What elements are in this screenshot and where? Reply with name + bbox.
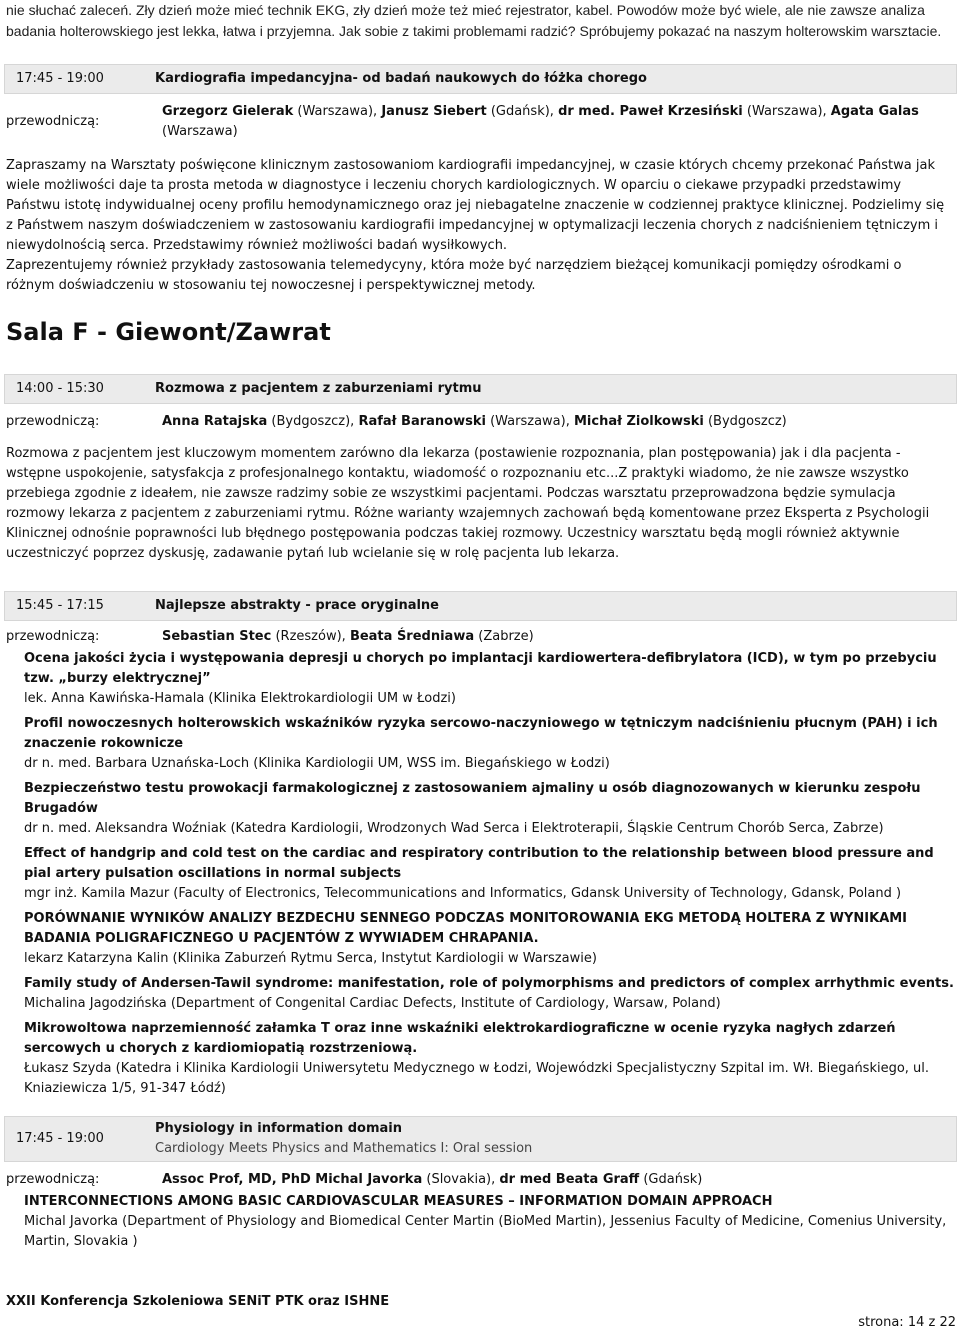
session-time: 15:45 - 17:15 xyxy=(16,598,104,613)
talk-author: lekarz Katarzyna Kalin (Klinika Zaburzeń Rytmu Serca, Instytut Kardiologii w Warszawie) xyxy=(24,951,597,966)
chair-name: Anna Ratajska xyxy=(162,414,268,429)
session-chairs xyxy=(162,627,952,647)
talk-title: Profil nowoczesnych holterowskich wskaźników ryzyka sercowo-naczyniowego w tętniczym nadciśnieniu płucnym (PAH) i ich znaczenie rokownicze xyxy=(24,716,938,751)
talk-author: Michalina Jagodzińska (Department of Congenital Cardiac Defects, Institute of Cardiology, Warsaw, Poland) xyxy=(24,996,721,1011)
talk-title: Family study of Andersen-Tawil syndrome: manifestation, role of polymorphisms and predictors of complex arrhythmic events. xyxy=(24,976,954,991)
session-chairs xyxy=(162,412,952,432)
talk-title: Ocena jakości życia i występowania depresji u chorych po implantacji kardiowertera-defibrylatora (ICD), w tym po przebyciu tzw. „burzy elektrycznej” xyxy=(24,651,937,686)
talk-author: Michal Javorka (Department of Physiology and Biomedical Center Martin (BioMed Martin), Jessenius Faculty of Medicine, Comenius University, Martin, Slovakia ) xyxy=(24,1214,947,1249)
chair-city: (Warszawa), xyxy=(746,104,827,119)
chairs-label: przewodniczą: xyxy=(6,414,100,429)
talk-item xyxy=(24,1192,954,1252)
session-header xyxy=(4,1116,957,1162)
chair-name: dr med Beata Graff xyxy=(499,1172,640,1187)
chair-city: (Rzeszów), xyxy=(275,629,346,644)
talk-author: dr n. med. Barbara Uznańska-Loch (Klinika Kardiologii UM, WSS im. Biegańskiego w Łodzi) xyxy=(24,756,610,771)
talk-title: PORÓWNANIE WYNIKÓW ANALIZY BEZDECHU SENNEGO PODCZAS MONITOROWANIA EKG METODĄ HOLTERA Z WYNIKAMI BADANIA POLIGRAFICZNEGO U PACJENTÓW Z WYWIADEM CHRAPANIA. xyxy=(24,911,908,946)
chair-name: dr med. Paweł Krzesiński xyxy=(558,104,743,119)
chairs-label: przewodniczą: xyxy=(6,1172,100,1187)
talk-author: lek. Anna Kawińska-Hamala (Klinika Elektrokardiologii UM w Łodzi) xyxy=(24,691,456,706)
talk-author: Łukasz Szyda (Katedra i Klinika Kardiologii Uniwersytetu Medycznego w Łodzi, Wojewódzki Specjalistyczny Szpital im. Wł. Biegańskiego, ul. Kniaziewicza 1/5, 91-347 Łódź) xyxy=(24,1061,930,1096)
chair-name: Agata Galas xyxy=(830,104,919,119)
room-heading: Sala F - Giewont/Zawrat xyxy=(6,318,331,346)
chair-name: Sebastian Stec xyxy=(162,629,272,644)
session-title: Najlepsze abstrakty - prace oryginalne xyxy=(155,598,440,613)
chairs-label: przewodniczą: xyxy=(6,629,100,644)
chair-city: (Bydgoszcz), xyxy=(271,414,355,429)
talk-list xyxy=(24,649,954,1099)
session-time: 17:45 - 19:00 xyxy=(16,1131,104,1146)
footer-conference-name: XXII Konferencja Szkoleniowa SENiT PTK oraz ISHNE xyxy=(6,1294,390,1309)
session-header xyxy=(4,374,957,404)
session-description xyxy=(6,444,951,564)
talk-item xyxy=(24,1019,954,1099)
talk-list xyxy=(24,1192,954,1252)
talk-item xyxy=(24,844,954,904)
session-time: 17:45 - 19:00 xyxy=(16,71,104,86)
session-description xyxy=(6,156,951,296)
description-paragraph: Rozmowa z pacjentem jest kluczowym momentem zarówno dla lekarza (postawienie rozpoznania, plan postępowania) jak i dla pacjenta - wstępne uspokojenie, satysfakcja z profesjonalnego kontaktu, wiadomość o rozpoznaniu etc...Z praktyki wiadomo, że nie zawsze wszystko przebiega zgodnie z ideałem, nie zawsze radzimy sobie ze wszystkimi pacjentami. Podczas warsztatu przeprowadzona będzie symulacja rozmowy lekarza z pacjentem z zaburzeniami rytmu. Różne warianty wzajemnych zachowań będą komentowane przez Eksperta z Psychologii Klinicznej odnośnie poprawności lub błędnego postępowania podczas takiej rozmowy. Uczestnicy warsztatu będą mogli również aktywnie uczestniczyć poprzez dyskusję, zadawanie pytań lub wcielanie się w rolę pacjenta lub lekarza. xyxy=(6,446,930,561)
chair-name: Janusz Siebert xyxy=(381,104,487,119)
talk-item xyxy=(24,779,954,839)
session-title: Rozmowa z pacjentem z zaburzeniami rytmu xyxy=(155,381,482,396)
chair-city: (Gdańsk), xyxy=(490,104,554,119)
chair-city: (Zabrze) xyxy=(478,629,534,644)
chairs-label: przewodniczą: xyxy=(6,114,100,129)
description-paragraph: Zapraszamy na Warsztaty poświęcone klinicznym zastosowaniom kardiografii impedancyjnej, w czasie których chcemy przekonać Państwa jak wiele możliwości daje ta prosta metoda w diagnostyce i leczeniu chorych kardiologicznych. W oparciu o ciekawe przypadki przedstawimy Państwu istotę indywidualnej oceny profilu hemodynamicznego oraz jej niebagatelne znaczenie w codziennej praktyce klinicznej. Podzielimy się z Państwem naszym doświadczeniem w zastosowaniu kardiografii impedancyjnej w optymalizacji leczenia chorych z nadciśnieniem tętniczym i niewydolnością serca. Przedstawimy również możliwości badań wysiłkowych. xyxy=(6,158,945,253)
chair-city: (Warszawa), xyxy=(490,414,570,429)
intro-paragraph: nie słuchać zaleceń. Zły dzień może mieć technik EKG, zły dzień może też mieć rejestrator, kabel. Powodów może być wiele, ale nie zawsze analiza badania holterowskiego jest lekka, łatwa i przyjemna. Jak sobie z takimi problemami radzić? Spróbujemy pokazać na naszym holterowskim warsztacie. xyxy=(6,2,942,39)
chair-name: Assoc Prof, MD, PhD Michal Javorka xyxy=(162,1172,423,1187)
talk-title: INTERCONNECTIONS AMONG BASIC CARDIOVASCULAR MEASURES – INFORMATION DOMAIN APPROACH xyxy=(24,1194,773,1209)
session-chairs xyxy=(162,102,952,142)
talk-item xyxy=(24,909,954,969)
session-title: Kardiografia impedancyjna- od badań naukowych do łóżka chorego xyxy=(155,71,647,86)
session-header xyxy=(4,591,957,621)
page-number: strona: 14 z 22 xyxy=(858,1315,956,1330)
talk-item xyxy=(24,714,954,774)
session-title: Physiology in information domain xyxy=(155,1121,402,1136)
chair-city: (Warszawa), xyxy=(297,104,378,119)
chair-name: Rafał Baranowski xyxy=(358,414,486,429)
session-subtitle: Cardiology Meets Physics and Mathematics I: Oral session xyxy=(155,1141,533,1156)
talk-item xyxy=(24,974,954,1014)
talk-title: Effect of handgrip and cold test on the cardiac and respiratory contribution to the relationship between blood pressure and pial artery pulsation oscillations in normal subjects xyxy=(24,846,934,881)
chair-name: Grzegorz Gielerak xyxy=(162,104,294,119)
session-chairs xyxy=(162,1170,952,1190)
description-paragraph: Zaprezentujemy również przykłady zastosowania telemedycyny, która może być narzędziem bieżącej komunikacji pomiędzy ośrodkami o różnym doświadczeniu w stosowaniu tej nowoczesnej i perspektywicznej metody. xyxy=(6,258,902,293)
talk-author: dr n. med. Aleksandra Woźniak (Katedra Kardiologii, Wrodzonych Wad Serca i Elektroterapii, Śląskie Centrum Chorób Serca, Zabrze) xyxy=(24,821,884,836)
talk-item xyxy=(24,649,954,709)
session-header xyxy=(4,64,957,94)
session-time: 14:00 - 15:30 xyxy=(16,381,104,396)
chair-name: Michał Ziolkowski xyxy=(574,414,704,429)
chair-city: (Warszawa) xyxy=(162,124,238,139)
talk-title: Bezpieczeństwo testu prowokacji farmakologicznej z zastosowaniem ajmaliny u osób diagnozowanych w kierunku zespołu Brugadów xyxy=(24,781,921,816)
chair-name: Beata Średniawa xyxy=(349,629,475,644)
chair-city: (Slovakia), xyxy=(426,1172,496,1187)
chair-city: (Bydgoszcz) xyxy=(707,414,787,429)
chair-city: (Gdańsk) xyxy=(643,1172,703,1187)
talk-title: Mikrowoltowa naprzemienność załamka T oraz inne wskaźniki elektrokardiograficzne w ocenie ryzyka nagłych zdarzeń sercowych u chorych z kardiomiopatią rozstrzeniową. xyxy=(24,1021,896,1056)
talk-author: mgr inż. Kamila Mazur (Faculty of Electronics, Telecommunications and Informatics, Gdansk University of Technology, Gdansk, Poland ) xyxy=(24,886,902,901)
